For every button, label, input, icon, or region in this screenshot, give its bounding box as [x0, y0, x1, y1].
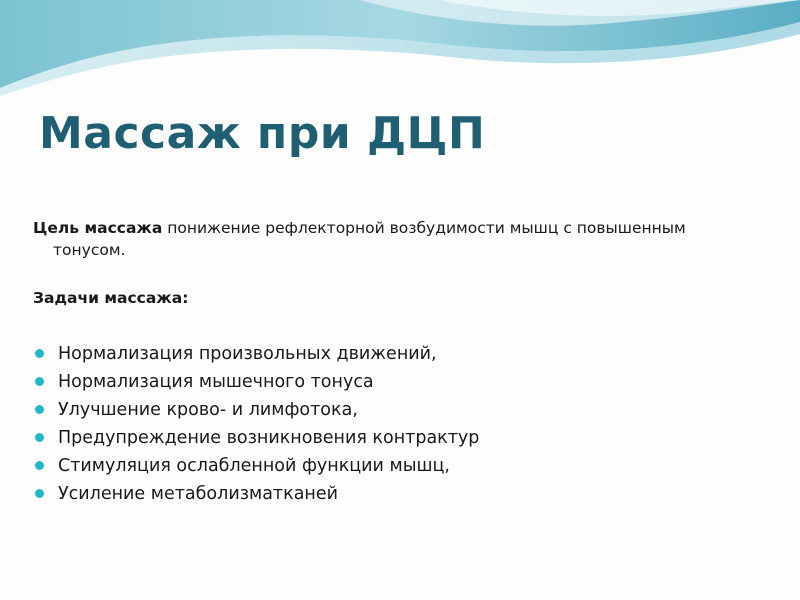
bullet-icon: [35, 349, 44, 358]
list-item: [33, 396, 479, 424]
bullet-icon: [35, 405, 44, 414]
bullet-icon: [35, 377, 44, 386]
goal-text: понижение рефлекторной возбудимости мышц с повышенным тонусом.: [53, 219, 686, 259]
bullet-icon: [35, 489, 44, 498]
decorative-wave-header: [0, 0, 800, 110]
list-item-text: Усиление метаболизматканей: [58, 484, 338, 504]
list-item-text: Нормализация мышечного тонуса: [58, 372, 374, 392]
list-item: [33, 424, 479, 452]
list-item-text: Стимуляция ослабленной функции мышц,: [58, 456, 450, 476]
slide-title: Массаж при ДЦП: [39, 108, 486, 159]
goal-paragraph: [33, 217, 693, 261]
tasks-heading: Задачи массажа:: [33, 289, 189, 307]
goal-label: Цель массажа: [33, 219, 163, 237]
list-item: [33, 368, 479, 396]
list-item-text: Нормализация произвольных движений,: [58, 344, 437, 364]
bullet-icon: [35, 461, 44, 470]
list-item-text: Улучшение крово- и лимфотока,: [58, 400, 358, 420]
list-item: [33, 480, 479, 508]
list-item-text: Предупреждение возникновения контрактур: [58, 428, 480, 448]
list-item: [33, 340, 479, 368]
list-item: [33, 452, 479, 480]
bullet-icon: [35, 433, 44, 442]
tasks-list: [33, 340, 479, 508]
